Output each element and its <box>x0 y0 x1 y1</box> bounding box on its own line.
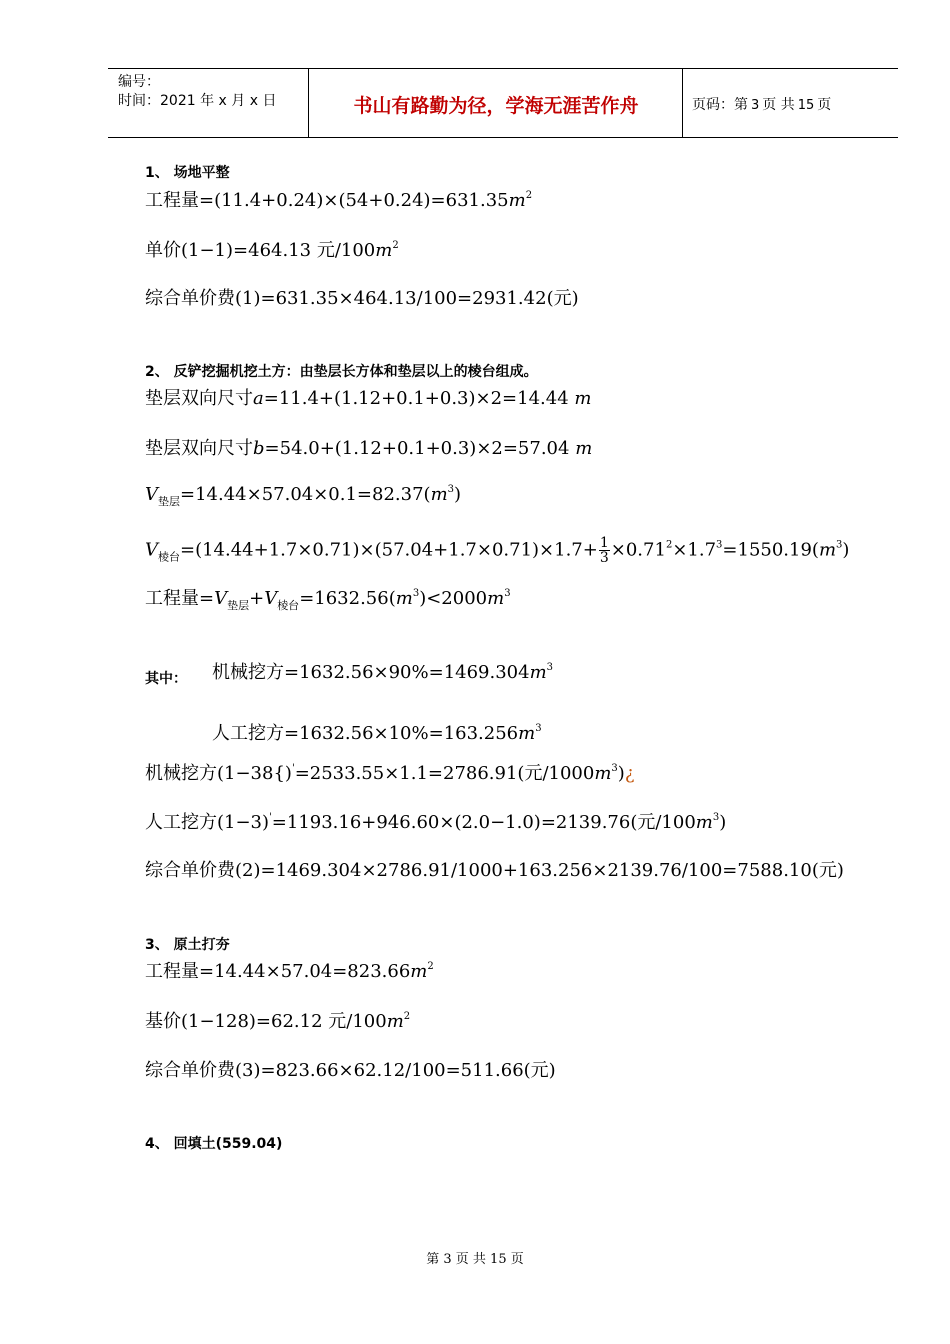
page-total: 15 <box>797 98 815 113</box>
formula-line: 工程量$=(11.4+0.24)\times(54+0.24)=631.35m^2$ <box>145 190 533 211</box>
section-title-3: 3、 原土打夯 <box>145 937 230 953</box>
section-title-2: 2、 反铲挖掘机挖土方：由垫层长方体和垫层以上的棱台组成。 <box>145 364 538 380</box>
formula-line: 综合单价费(2)=1469.304×2786.91/1000+163.256×2139.76/100=7588.10(元) <box>145 860 844 881</box>
formula-line: $V_{棱台}=(14.44+1.7\times 0.71)\times(57.04+1.7\times 0.71)\times 1.7+$ $\frac{1}{3}$ $\times 0.71^2\times 1.7^3=1550.19(m^3)$ <box>145 535 850 566</box>
formula-line: 机械挖方(1−38{)'=2533.55×1.1=2786.91(元$/1000m^3)¿$ <box>145 763 635 784</box>
formula-line: 人工挖方$=1632.56\times 10\%=163.256m^3$ <box>212 723 542 744</box>
formula-line: 工程量$=V_{垫层}+V_{棱台}=1632.56(m^3)<2000m^3$ <box>145 588 511 612</box>
page-footer: 第 3 页 共 15 页 <box>426 1252 524 1267</box>
formula-line: 机械挖方$=1632.56\times 90\%=1469.304m^3$ <box>212 662 554 683</box>
formula-line: 垫层双向尺寸a=11.4+(1.12+0.1+0.3)×2=14.44 m <box>145 388 592 409</box>
header-motto: 书山有路勤为径，学海无涯苦作舟 <box>353 95 639 117</box>
time-label: 时间：2021 年 x 月 x 日 <box>118 93 277 109</box>
page-prefix: 页码：第 <box>692 97 748 113</box>
number-label: 编号： <box>118 74 160 90</box>
among-label: 其中： <box>145 671 187 687</box>
page-header <box>108 68 898 138</box>
formula-line: 单价(1−1)=464.13 元$/100m^2$ <box>145 240 399 261</box>
formula-line: 基价(1−128)=62.12 元$/100m^2$ <box>145 1011 411 1032</box>
formula-line: 人工挖方(1−3)'=1193.16+946.60×(2.0−1.0)=2139.76(元$/100m^3$) <box>145 812 727 833</box>
formula-line: 综合单价费(1)=631.35×464.13/100=2931.42(元) <box>145 288 579 309</box>
section-title-4: 4、 回填土(559.04) <box>145 1136 283 1152</box>
fraction: $\frac{1}{3}$ <box>599 535 609 566</box>
header-page-number <box>692 94 831 114</box>
section-title-1: 1、 场地平整 <box>145 165 230 181</box>
page-suffix: 页 <box>817 97 832 113</box>
formula-line: 垫层双向尺寸b=54.0+(1.12+0.1+0.3)×2=57.04 m <box>145 438 593 459</box>
formula-line: 工程量$=14.44\times 57.04=823.66m^2$ <box>145 961 434 982</box>
page-current: 3 <box>751 98 760 113</box>
page-mid: 页 共 <box>762 97 795 113</box>
header-meta <box>118 73 276 111</box>
formula-line: $V_{垫层}=14.44\times 57.04\times 0.1=82.37(m^3)$ <box>145 484 462 508</box>
formula-line: 综合单价费(3)=823.66×62.12/100=511.66(元) <box>145 1060 556 1081</box>
